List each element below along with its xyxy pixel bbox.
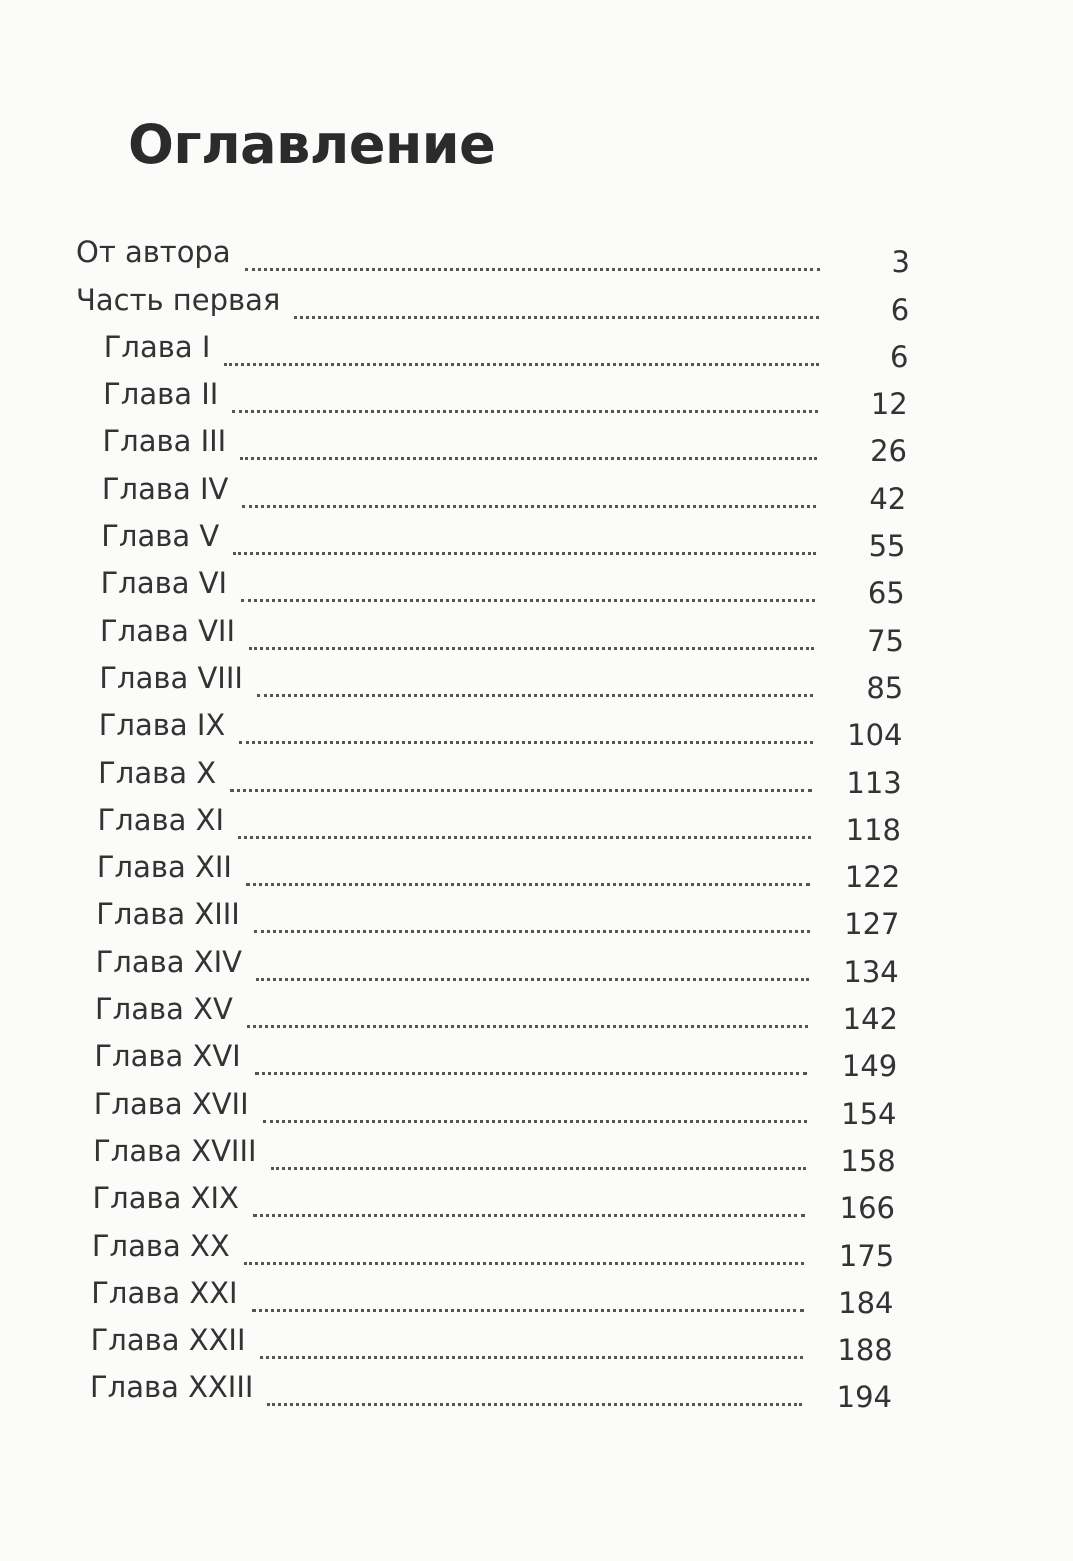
toc-entry-page: 42 xyxy=(869,481,907,516)
dot-leader xyxy=(254,930,810,933)
dot-leader xyxy=(242,505,816,508)
dot-leader xyxy=(257,694,813,697)
toc-entry-page: 65 xyxy=(867,576,905,611)
toc-entry-page: 188 xyxy=(837,1333,893,1368)
toc-entry xyxy=(0,1087,1073,1134)
toc-entry-label: Глава IX xyxy=(98,708,226,743)
toc-entry-page: 85 xyxy=(866,670,904,705)
toc-entry-label: Глава X xyxy=(98,755,217,790)
dot-leader xyxy=(241,599,815,602)
dot-leader xyxy=(252,1309,804,1312)
toc-entry-label: Глава III xyxy=(102,424,227,459)
dot-leader xyxy=(232,410,817,413)
toc-entry-page: 26 xyxy=(870,434,907,469)
toc-entry xyxy=(0,851,1073,898)
toc-entry-page: 184 xyxy=(838,1285,894,1320)
toc-entry xyxy=(0,662,1073,709)
dot-leader xyxy=(238,836,811,839)
dot-leader xyxy=(249,647,814,650)
dot-leader xyxy=(240,457,817,460)
toc-entry-page: 6 xyxy=(890,339,909,374)
toc-entry-page: 166 xyxy=(839,1191,895,1226)
toc-entry-page: 118 xyxy=(845,812,901,847)
dot-leader xyxy=(255,1072,808,1075)
toc-entry xyxy=(0,898,1073,945)
toc-entry xyxy=(0,236,1073,283)
toc-entry-page: 75 xyxy=(867,623,904,658)
toc-entry xyxy=(0,1277,1073,1324)
toc-entry-page: 12 xyxy=(870,387,908,422)
toc-entry-label: Глава XV xyxy=(95,992,233,1027)
toc-entry-label: Глава XVI xyxy=(94,1039,241,1074)
toc-entry xyxy=(0,945,1073,992)
toc-entry-page: 55 xyxy=(868,529,906,564)
toc-entry-page: 142 xyxy=(842,1002,898,1037)
toc-entry-page: 122 xyxy=(844,860,901,895)
toc-entry xyxy=(0,804,1073,851)
toc-entry xyxy=(0,1324,1073,1371)
toc-entry-label: Глава IV xyxy=(101,471,229,506)
toc-entry xyxy=(0,1182,1073,1229)
toc-entry xyxy=(0,993,1073,1040)
toc-entry-label: Глава VI xyxy=(100,566,228,601)
dot-leader xyxy=(239,741,812,744)
toc-entry xyxy=(0,567,1073,614)
toc-entry xyxy=(0,709,1073,756)
dot-leader xyxy=(263,1120,807,1123)
toc-entry-label: От автора xyxy=(76,235,231,270)
toc-entry-page: 3 xyxy=(891,245,910,280)
toc-entry-label: Глава XXI xyxy=(91,1275,238,1310)
toc-entry-page: 134 xyxy=(843,954,899,989)
toc-entry-page: 6 xyxy=(890,292,910,327)
dot-leader xyxy=(247,1025,808,1028)
dot-leader xyxy=(246,883,810,886)
toc-entry-page: 175 xyxy=(838,1238,895,1273)
toc-entry xyxy=(0,1371,1073,1418)
dot-leader xyxy=(245,268,820,271)
toc-entry-label: Глава XXII xyxy=(90,1323,246,1358)
toc-entry-label: Глава VII xyxy=(100,613,236,648)
toc-entry-label: Глава XIX xyxy=(92,1181,239,1216)
toc-entry-label: Глава VIII xyxy=(99,660,243,695)
toc-entry-label: Часть первая xyxy=(76,282,281,317)
dot-leader xyxy=(256,978,809,981)
toc-entry-label: Глава XIII xyxy=(96,897,240,932)
toc-entry xyxy=(0,1135,1073,1182)
toc-entry xyxy=(0,378,1073,425)
toc-entry-label: Глава XI xyxy=(97,802,224,837)
dot-leader xyxy=(233,552,815,555)
toc-entry-page: 127 xyxy=(844,907,900,942)
toc-entry-label: Глава I xyxy=(103,329,211,364)
page-title: Оглавление xyxy=(128,113,496,176)
dot-leader xyxy=(224,363,818,366)
toc-entry-label: Глава XVIII xyxy=(93,1133,257,1168)
toc-entry-label: Глава V xyxy=(101,519,220,554)
toc-entry-label: Глава XX xyxy=(91,1228,230,1263)
toc-entry xyxy=(0,614,1073,661)
toc-entry xyxy=(0,756,1073,803)
toc-entry xyxy=(0,1040,1073,1087)
dot-leader xyxy=(260,1356,803,1359)
dot-leader xyxy=(230,789,812,792)
toc-entry-page: 158 xyxy=(840,1143,896,1178)
toc-entry-page: 194 xyxy=(836,1380,892,1415)
dot-leader xyxy=(294,316,819,319)
toc-entry-label: Глава XVII xyxy=(93,1086,249,1121)
toc-entry-label: Глава XIV xyxy=(95,944,242,979)
toc-entry-label: Глава XII xyxy=(96,850,232,885)
dot-leader xyxy=(253,1214,805,1217)
toc-entry-page: 113 xyxy=(846,765,902,800)
toc-entry xyxy=(0,472,1073,519)
table-of-contents xyxy=(0,236,1073,1418)
toc-entry xyxy=(0,520,1073,567)
toc-entry-page: 104 xyxy=(847,718,903,753)
toc-entry xyxy=(0,283,1073,330)
dot-leader xyxy=(244,1262,805,1265)
toc-entry-page: 149 xyxy=(841,1049,898,1084)
toc-entry xyxy=(0,425,1073,472)
toc-entry xyxy=(0,1229,1073,1276)
toc-entry xyxy=(0,331,1073,378)
toc-entry-label: Глава XXIII xyxy=(90,1370,254,1405)
toc-entry-page: 154 xyxy=(841,1096,897,1131)
toc-entry-label: Глава II xyxy=(103,377,219,412)
dot-leader xyxy=(271,1167,806,1170)
dot-leader xyxy=(267,1403,802,1406)
